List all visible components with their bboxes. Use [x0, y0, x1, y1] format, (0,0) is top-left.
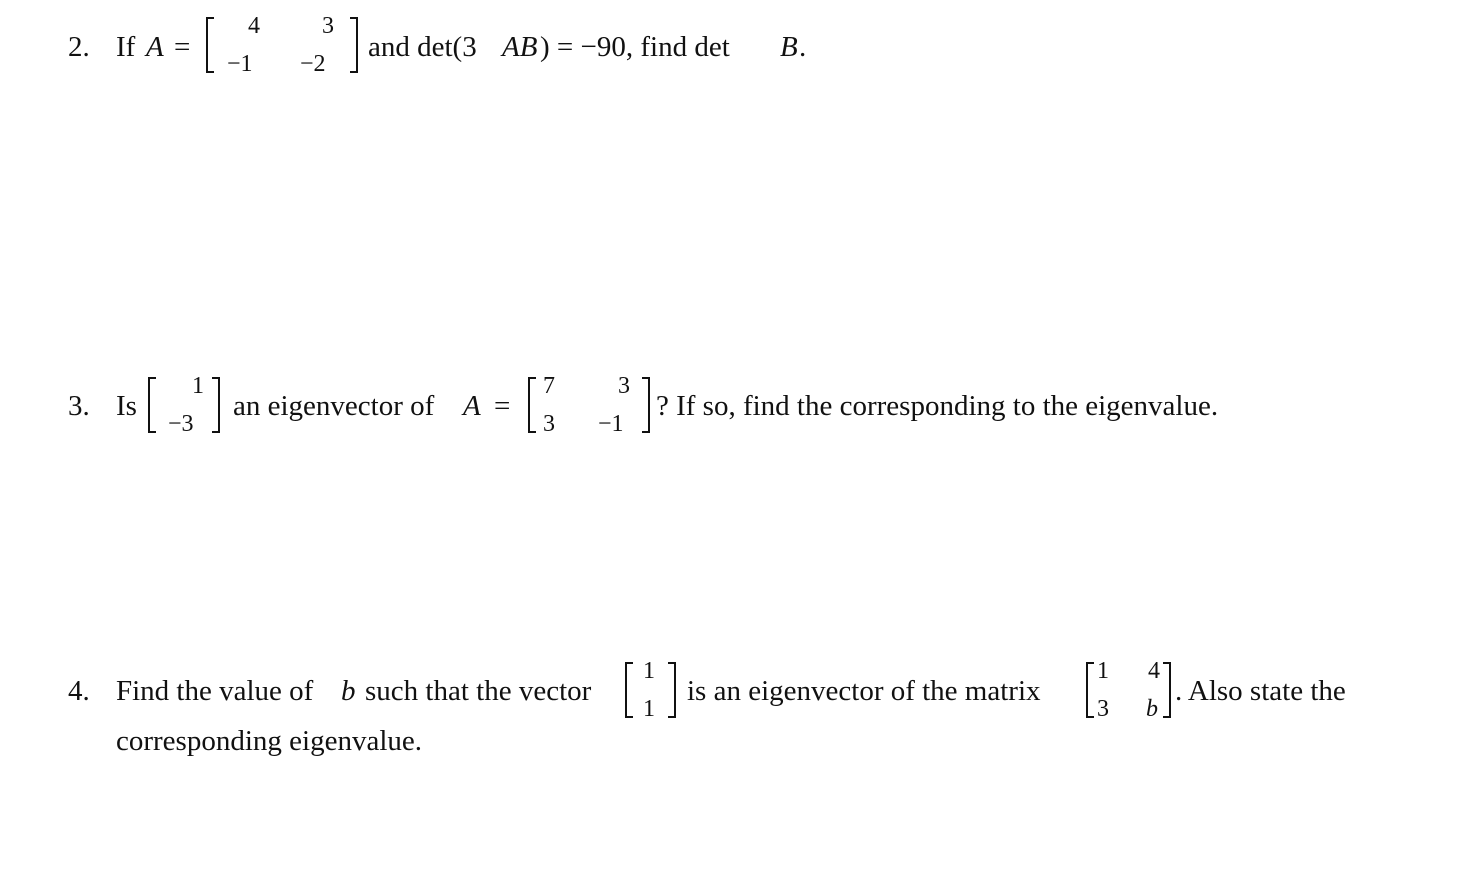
matrix-left-bracket	[528, 377, 536, 433]
matrix-right-bracket	[642, 377, 650, 433]
vector-cell: −3	[168, 411, 194, 437]
variable-a: A	[463, 390, 481, 422]
vector-cell: 1	[643, 696, 655, 722]
variable-ab: AB	[502, 31, 538, 63]
problem-text: an eigenvector of	[233, 390, 435, 422]
matrix-cell: 4	[1148, 658, 1160, 684]
variable-b: b	[341, 675, 356, 707]
matrix-cell: b	[1146, 696, 1158, 722]
equals-sign: =	[174, 31, 191, 63]
matrix-cell: −1	[227, 51, 253, 77]
vector-cell: 1	[643, 658, 655, 684]
equals-sign: =	[494, 390, 511, 422]
problem-text: ? If so, find the corresponding to the eigenvalue.	[656, 390, 1219, 422]
matrix-cell: −2	[300, 51, 326, 77]
matrix-cell: −1	[598, 411, 624, 437]
problem-number: 3.	[68, 390, 90, 422]
variable-a: A	[146, 31, 164, 63]
matrix-cell: 1	[1097, 658, 1109, 684]
matrix-cell: 7	[543, 373, 555, 399]
matrix-cell: 4	[248, 13, 260, 39]
problem-text: and det(3	[368, 31, 477, 63]
problem-text: Find the value of	[116, 675, 314, 707]
problem-number: 2.	[68, 31, 90, 63]
vector-left-bracket	[148, 377, 156, 433]
vector-cell: 1	[192, 373, 204, 399]
problem-text-line-2: corresponding eigenvalue.	[116, 725, 423, 757]
problem-number: 4.	[68, 675, 90, 707]
matrix-left-bracket	[1086, 662, 1094, 718]
vector-right-bracket	[668, 662, 676, 718]
matrix-cell: 3	[322, 13, 334, 39]
variable-b: B	[780, 31, 798, 63]
matrix-right-bracket	[1163, 662, 1171, 718]
problem-text: ) = −90, find det	[540, 31, 730, 63]
problem-text: Is	[116, 390, 137, 422]
problem-text: .	[799, 31, 807, 63]
matrix-cell: 3	[1097, 696, 1109, 722]
problem-text: . Also state the	[1175, 675, 1346, 707]
problem-text: is an eigenvector of the matrix	[687, 675, 1041, 707]
matrix-cell: 3	[618, 373, 630, 399]
vector-right-bracket	[212, 377, 220, 433]
problem-text: If	[116, 31, 136, 63]
vector-left-bracket	[625, 662, 633, 718]
matrix-cell: 3	[543, 411, 555, 437]
problem-text: such that the vector	[365, 675, 592, 707]
